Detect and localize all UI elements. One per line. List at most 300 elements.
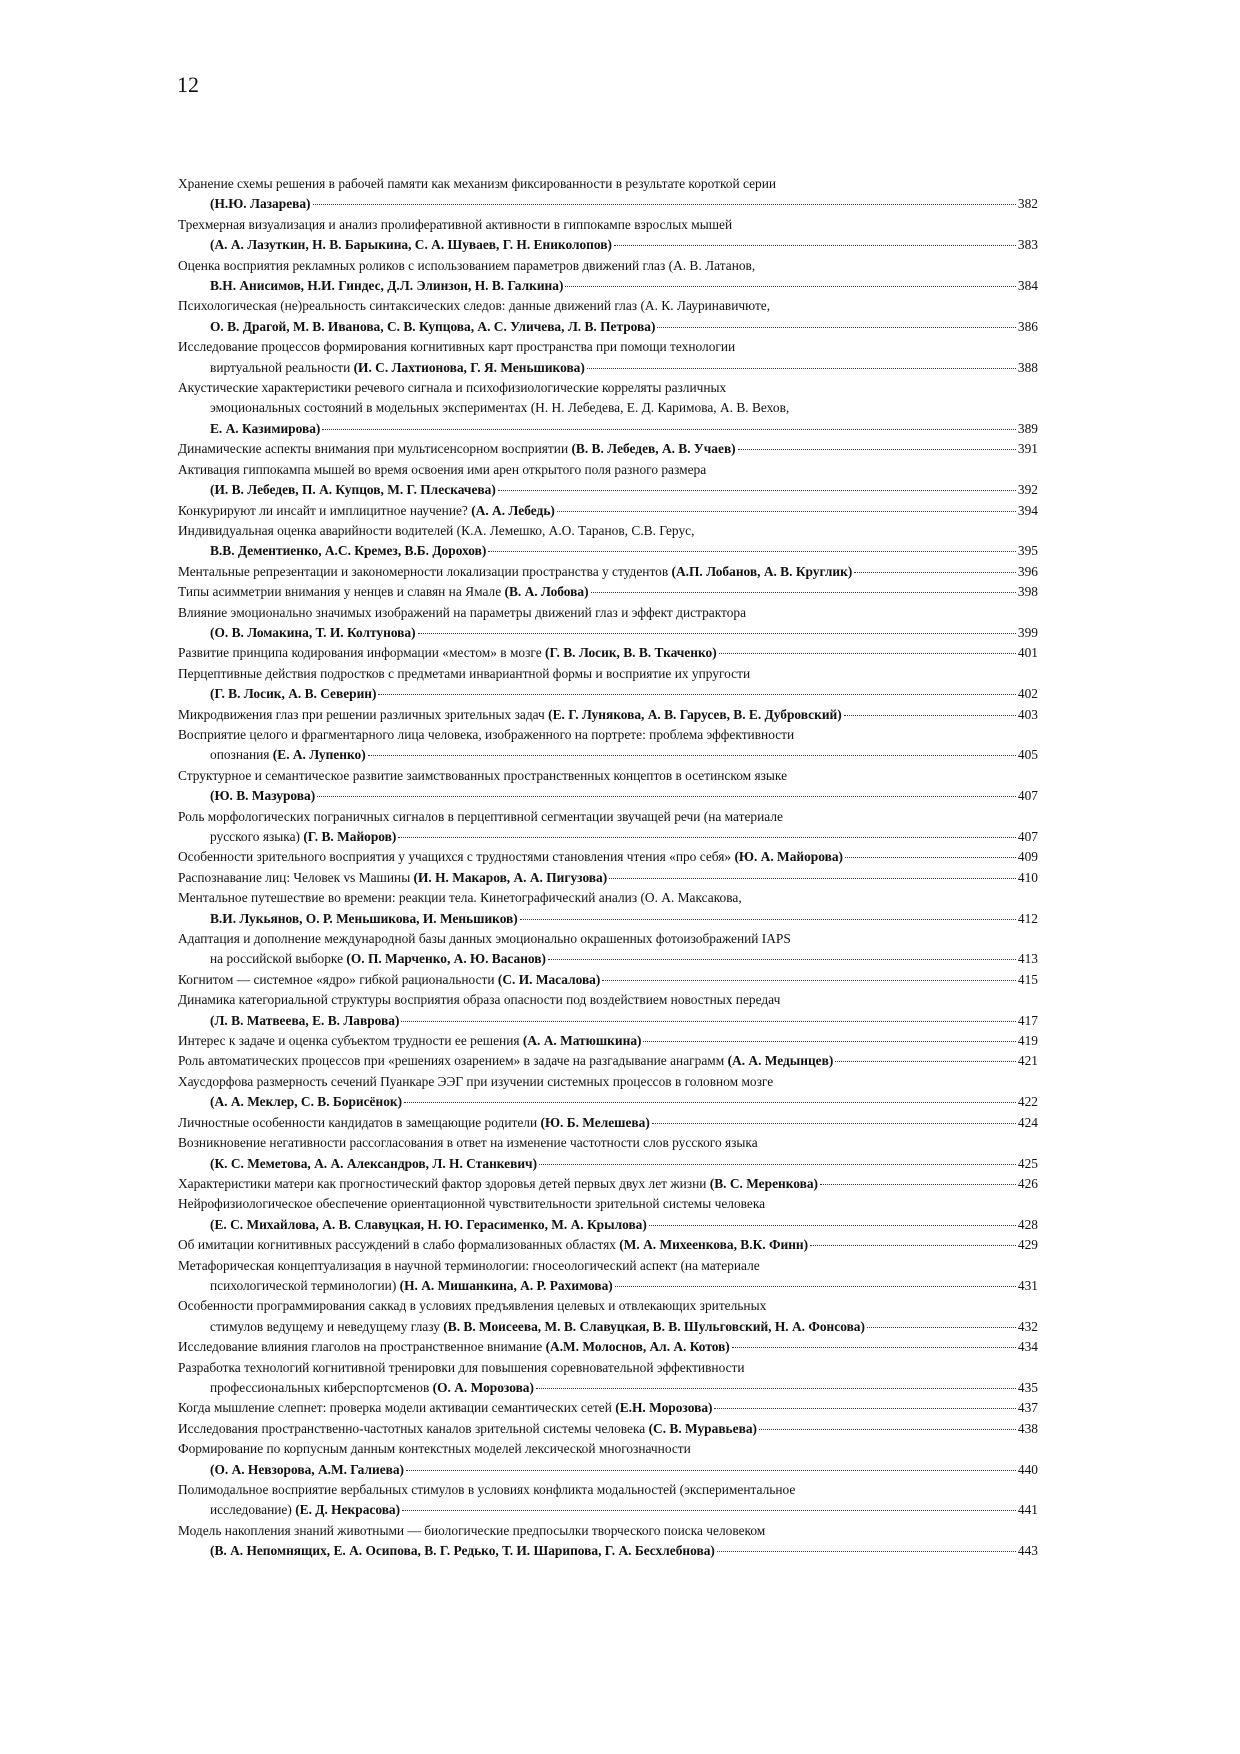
toc-entry (178, 1256, 1038, 1297)
toc-entry-authors: (Е. Д. Некрасова) (295, 1502, 401, 1518)
toc-entry-page: 383 (1017, 237, 1038, 253)
dot-leader (498, 490, 1016, 491)
toc-entry (178, 562, 1038, 582)
toc-entry-last-line (178, 501, 1038, 521)
dot-leader (845, 857, 1016, 858)
toc-entry-last-line (178, 1174, 1038, 1194)
toc-entry-text (210, 276, 563, 296)
toc-entry-last-line (178, 868, 1038, 888)
toc-entry (178, 1194, 1038, 1235)
toc-entry-last-line (178, 1235, 1038, 1255)
dot-leader (322, 429, 1016, 430)
toc-entry-title: Об имитации когнитивных рассуждений в слабо формализованных областях (178, 1237, 620, 1253)
toc-entry-last-line (178, 439, 1038, 459)
toc-entry-authors: (Е. Г. Лунякова, А. В. Гарусев, В. Е. Дубровский) (548, 706, 842, 722)
toc-entry-page: 441 (1017, 1502, 1038, 1518)
toc-entry (178, 725, 1038, 766)
toc-entry-title: Исследование влияния глаголов на пространственное внимание (178, 1339, 546, 1355)
toc-entry-last-line (178, 1011, 1038, 1031)
toc-entry-last-line (178, 541, 1038, 561)
dot-leader (488, 551, 1016, 552)
toc-entry-title: на российской выборке (210, 951, 347, 967)
toc-entry-authors: (В. В. Лебедев, А. В. Учаев) (571, 441, 736, 457)
toc-entry-text (210, 786, 315, 806)
toc-entry-page: 399 (1017, 624, 1038, 640)
toc-entry-authors: (Е.Н. Морозова) (615, 1400, 713, 1416)
toc-entry-page: 405 (1017, 747, 1038, 763)
toc-entry-last-line (178, 1398, 1038, 1418)
toc-entry-authors: В.В. Дементиенко, А.С. Кремез, В.Б. Дорохов) (210, 543, 487, 559)
toc-entry (178, 460, 1038, 501)
toc-entry (178, 1051, 1038, 1071)
toc-entry-page: 437 (1017, 1400, 1038, 1416)
toc-entry-text (210, 1460, 404, 1480)
dot-leader (398, 837, 1016, 838)
toc-entry (178, 970, 1038, 990)
dot-leader (402, 1510, 1016, 1511)
toc-entry-last-line (178, 1031, 1038, 1051)
toc-entry-page: 426 (1017, 1175, 1038, 1191)
toc-entry-text (210, 949, 546, 969)
toc-entry-text (210, 1541, 715, 1561)
toc-entry-page: 432 (1017, 1318, 1038, 1334)
toc-entry (178, 1419, 1038, 1439)
dot-leader (520, 919, 1016, 920)
dot-leader (614, 245, 1016, 246)
toc-entry-authors: (Ю. Б. Мелешева) (540, 1114, 650, 1130)
toc-entry-text (210, 235, 612, 255)
toc-entry-last-line (178, 1092, 1038, 1112)
toc-entry-text (178, 582, 589, 602)
toc-entry-page: 409 (1017, 849, 1038, 865)
toc-entry-title: Исследования пространственно-частотных каналов зрительной системы человека (178, 1420, 649, 1436)
toc-entry-text (178, 1337, 730, 1357)
toc-entry-title-line: Нейрофизиологическое обеспечение ориентационной чувствительности зрительной системы человека (178, 1196, 766, 1212)
toc-entry-last-line (178, 582, 1038, 602)
toc-entry-text (178, 439, 736, 459)
toc-entry-text (210, 317, 655, 337)
dot-leader (317, 796, 1016, 797)
toc-entry-last-line (178, 745, 1038, 765)
toc-entry-title-line: Формирование по корпусным данным контекстных моделей лексической многозначности (178, 1441, 691, 1457)
toc-entry-last-line (178, 970, 1038, 990)
toc-entry-page: 396 (1017, 563, 1038, 579)
toc-entry-page: 388 (1017, 359, 1038, 375)
toc-entry-text (178, 1398, 712, 1418)
toc-entry-title: Распознавание лиц: Человек vs Машины (178, 869, 414, 885)
toc-entry-last-line (178, 1051, 1038, 1071)
dot-leader (368, 755, 1016, 756)
toc-entry-page: 407 (1017, 788, 1038, 804)
dot-leader (401, 1021, 1015, 1022)
dot-leader (759, 1429, 1016, 1430)
toc-entry-authors: (Ю. В. Мазурова) (210, 788, 316, 804)
toc-entry-title-line: Модель накопления знаний животными — биологические предпосылки творческого поиска человеком (178, 1522, 766, 1538)
toc-entry-title-line: Структурное и семантическое развитие заимствованных пространственных концептов в осетинском языке (178, 767, 788, 783)
toc-entry-authors: (А.М. Молоснов, Ал. А. Котов) (545, 1339, 730, 1355)
dot-leader (643, 1041, 1015, 1042)
toc-entry-page: 415 (1017, 971, 1038, 987)
toc-entry-title-line: Хаусдорфова размерность сечений Пуанкаре ЭЭГ при изучении системных процессов в головном мозге (178, 1073, 774, 1089)
table-of-contents (178, 174, 1038, 1562)
toc-entry-text (210, 909, 518, 929)
dot-leader (404, 1102, 1016, 1103)
toc-entry-last-line (178, 1113, 1038, 1133)
toc-entry-authors: (Н. А. Мишанкина, А. Р. Рахимова) (399, 1277, 613, 1293)
dot-leader (313, 204, 1016, 205)
toc-entry-text (178, 1235, 808, 1255)
toc-entry-title: Роль автоматических процессов при «решениях озарением» в задаче на разгадывание анаграмм (178, 1053, 728, 1069)
dot-leader (732, 1347, 1016, 1348)
toc-entry-text (178, 847, 843, 867)
toc-entry-page: 382 (1017, 196, 1038, 212)
toc-entry-authors: (Г. В. Майоров) (303, 829, 397, 844)
toc-entry-page: 401 (1017, 645, 1038, 661)
dot-leader (591, 592, 1016, 593)
toc-entry-text (178, 501, 555, 521)
toc-entry-title-line: Восприятие целого и фрагментарного лица человека, изображенного на портрете: проблема эффективности (178, 726, 795, 742)
toc-entry (178, 1480, 1038, 1521)
toc-entry-last-line (178, 909, 1038, 929)
toc-entry-title-line: Акустические характеристики речевого сигнала и психофизиологические корреляты различных (178, 380, 727, 396)
toc-entry-last-line (178, 1276, 1038, 1296)
toc-entry-last-line (178, 1500, 1038, 1520)
toc-entry-page: 425 (1017, 1155, 1038, 1171)
toc-entry-text (210, 827, 396, 847)
toc-entry-page: 392 (1017, 482, 1038, 498)
toc-entry-last-line (178, 1317, 1038, 1337)
toc-entry (178, 1296, 1038, 1337)
toc-entry (178, 643, 1038, 663)
toc-entry-text (210, 1215, 647, 1235)
toc-entry-page: 431 (1017, 1277, 1038, 1293)
toc-entry-last-line (178, 949, 1038, 969)
toc-entry-authors: В.И. Лукьянов, О. Р. Меньшикова, И. Меньшиков) (210, 910, 518, 926)
toc-entry-text (210, 541, 486, 561)
toc-entry-authors: (М. А. Михеенкова, В.К. Финн) (619, 1237, 809, 1253)
toc-entry-page: 422 (1017, 1094, 1038, 1110)
dot-leader (844, 715, 1016, 716)
toc-entry-page: 429 (1017, 1237, 1038, 1253)
toc-entry-title: опознания (210, 747, 273, 763)
toc-entry-title-line: Индивидуальная оценка аварийности водителей (К.А. Лемешко, А.О. Таранов, С.В. Герус, (178, 522, 695, 538)
toc-entry (178, 1031, 1038, 1051)
dot-leader (615, 1286, 1016, 1287)
toc-entry-text (210, 684, 376, 704)
toc-entry (178, 868, 1038, 888)
toc-entry (178, 705, 1038, 725)
toc-entry (178, 1521, 1038, 1562)
toc-entry (178, 582, 1038, 602)
toc-entry-text (178, 1113, 650, 1133)
dot-leader (820, 1184, 1016, 1185)
toc-entry (178, 990, 1038, 1031)
toc-entry-authors: В.Н. Анисимов, Н.И. Гиндес, Д.Л. Элинзон, Н. В. Галкина) (210, 278, 564, 294)
toc-entry-text (210, 194, 311, 214)
toc-entry-title: Характеристики матери как прогностический фактор здоровья детей первых двух лет жизни (178, 1175, 710, 1191)
toc-entry (178, 766, 1038, 807)
toc-entry (178, 378, 1038, 439)
toc-entry-last-line (178, 1154, 1038, 1174)
toc-entry (178, 603, 1038, 644)
toc-entry-page: 395 (1017, 543, 1038, 559)
dot-leader (717, 1551, 1016, 1552)
dot-leader (714, 1408, 1015, 1409)
toc-entry-title-line: эмоциональных состояний в модельных экспериментах (Н. Н. Лебедева, Е. Д. Каримова, А. В. Вехов, (210, 400, 790, 416)
toc-entry-page: 438 (1017, 1420, 1038, 1436)
toc-entry-page: 440 (1017, 1461, 1038, 1477)
toc-entry-last-line (178, 705, 1038, 725)
toc-entry-text (210, 1092, 402, 1112)
toc-entry-page: 386 (1017, 318, 1038, 334)
toc-entry-authors: (Г. В. Лосик, В. В. Ткаченко) (545, 645, 717, 661)
toc-entry-last-line (178, 827, 1038, 847)
toc-entry-title-line: Влияние эмоционально значимых изображений на параметры движений глаз и эффект дистрактора (178, 604, 747, 620)
toc-entry-last-line (178, 643, 1038, 663)
dot-leader (565, 286, 1015, 287)
dot-leader (557, 511, 1016, 512)
toc-entry-last-line (178, 276, 1038, 296)
dot-leader (657, 327, 1015, 328)
toc-entry-page: 417 (1017, 1012, 1038, 1028)
toc-entry-title-line: Адаптация и дополнение международной базы данных эмоционально окрашенных фотоизображений IAPS (178, 931, 791, 947)
toc-entry-last-line (178, 1337, 1038, 1357)
toc-entry-authors: О. В. Драгой, М. В. Иванова, С. В. Купцова, А. С. Уличева, Л. В. Петрова) (210, 318, 656, 334)
toc-entry (178, 1337, 1038, 1357)
toc-entry-title-line: Полимодальное восприятие вербальных стимулов в условиях конфликта модальностей (экспериментальное (178, 1482, 796, 1497)
toc-entry-text (210, 1317, 865, 1337)
toc-entry-page: 419 (1017, 1033, 1038, 1049)
toc-entry-title: Ментальные репрезентации и закономерности локализации пространства у студентов (178, 563, 672, 579)
toc-entry-authors: (А. А. Медынцев) (727, 1053, 834, 1069)
toc-entry-authors: (Л. В. Матвеева, Е. В. Лаврова) (210, 1012, 400, 1028)
toc-entry-last-line (178, 1541, 1038, 1561)
toc-entry-authors: (А. А. Меклер, С. В. Борисёнок) (210, 1094, 403, 1110)
dot-leader (649, 1225, 1016, 1226)
toc-entry-title-line: Ментальное путешествие во времени: реакции тела. Кинетографический анализ (О. А. Максакова, (178, 890, 742, 906)
dot-leader (652, 1123, 1016, 1124)
toc-entry-authors: (Н.Ю. Лазарева) (210, 196, 311, 212)
toc-entry-page: 434 (1017, 1339, 1038, 1355)
toc-entry-last-line (178, 847, 1038, 867)
toc-entry-authors: (К. С. Меметова, А. А. Александров, Л. Н. Станкевич) (210, 1155, 538, 1171)
toc-entry-last-line (178, 623, 1038, 643)
toc-entry-text (210, 1011, 399, 1031)
toc-entry-page: 428 (1017, 1216, 1038, 1232)
toc-entry-title: Конкурируют ли инсайт и имплицитное научение? (178, 502, 472, 518)
toc-entry-text (178, 1174, 818, 1194)
dot-leader (587, 368, 1016, 369)
toc-entry-text (210, 623, 416, 643)
toc-entry-text (178, 562, 852, 582)
toc-entry-text (178, 705, 842, 725)
toc-entry-title: русского языка) (210, 829, 304, 844)
toc-entry-title: Микродвижения глаз при решении различных зрительных задач (178, 706, 549, 722)
toc-entry-page: 407 (1017, 829, 1038, 844)
toc-entry-text (178, 1051, 833, 1071)
toc-entry-page: 391 (1017, 441, 1038, 457)
toc-entry-title: психологической терминологии) (210, 1277, 400, 1293)
dot-leader (548, 959, 1016, 960)
toc-entry-last-line (178, 786, 1038, 806)
toc-entry-authors: (А. А. Лебедь) (471, 502, 555, 518)
toc-entry-authors: (Е. С. Михайлова, А. В. Славуцкая, Н. Ю. Герасименко, М. А. Крылова) (210, 1216, 647, 1232)
toc-entry-page: 410 (1017, 869, 1038, 885)
dot-leader (418, 633, 1016, 634)
toc-entry-title-line: Перцептивные действия подростков с предметами инвариантной формы и восприятие их упругости (178, 665, 751, 681)
toc-entry-last-line (178, 480, 1038, 500)
toc-entry-title: Когнитом — системное «ядро» гибкой рациональности (178, 971, 498, 987)
toc-entry-authors: (А. А. Лазуткин, Н. В. Барыкина, С. А. Шуваев, Г. Н. Ениколопов) (210, 237, 612, 253)
dot-leader (835, 1061, 1016, 1062)
toc-entry-text (210, 1276, 613, 1296)
dot-leader (602, 980, 1016, 981)
toc-entry-last-line (178, 1460, 1038, 1480)
toc-entry (178, 521, 1038, 562)
toc-entry (178, 1358, 1038, 1399)
toc-entry-authors: (В. С. Меренкова) (709, 1175, 819, 1191)
toc-entry-page: 435 (1017, 1379, 1038, 1395)
toc-entry-authors: (Е. А. Лупенко) (272, 747, 366, 763)
toc-entry (178, 807, 1038, 848)
toc-entry-page: 389 (1017, 420, 1038, 436)
toc-entry-text (178, 1031, 641, 1051)
toc-entry-authors: (И. Н. Макаров, А. А. Пигузова) (413, 869, 608, 885)
toc-entry-authors: (А. А. Матюшкина) (522, 1033, 642, 1049)
toc-entry-text (210, 1500, 400, 1520)
dot-leader (867, 1327, 1016, 1328)
toc-entry-title: Когда мышление слепнет: проверка модели активации семантических сетей (178, 1400, 616, 1416)
toc-entry (178, 1439, 1038, 1480)
toc-entry-authors: (В. А. Лобова) (504, 584, 589, 600)
toc-entry-title: стимулов ведущему и неведущему глазу (210, 1318, 444, 1334)
toc-entry (178, 1235, 1038, 1255)
toc-entry-page: 424 (1017, 1114, 1038, 1130)
toc-entry-title-line: Разработка технологий когнитивной тренировки для повышения соревновательной эффективности (178, 1359, 745, 1375)
toc-entry-last-line (178, 235, 1038, 255)
toc-entry-page: 402 (1017, 686, 1038, 702)
toc-entry-title-line: Особенности программирования саккад в условиях предъявления целевых и отвлекающих зрительных (178, 1298, 767, 1314)
toc-entry-text (210, 1154, 537, 1174)
toc-entry-authors: (В. В. Моисеева, М. В. Славуцкая, В. В. Шульговский, Н. А. Фонсова) (443, 1318, 865, 1334)
toc-entry (178, 1113, 1038, 1133)
toc-entry-authors: (С. И. Масалова) (497, 971, 601, 987)
toc-entry-title: виртуальной реальности (210, 359, 354, 375)
toc-entry-last-line (178, 1378, 1038, 1398)
toc-entry-last-line (178, 194, 1038, 214)
toc-entry-title-line: Хранение схемы решения в рабочей памяти как механизм фиксированности в результате короткой серии (178, 176, 777, 191)
toc-entry-page: 403 (1017, 706, 1038, 722)
toc-entry-title-line: Психологическая (не)реальность синтаксических следов: данные движений глаз (А. К. Лауринавичюте, (178, 298, 771, 314)
toc-entry-title: исследование) (210, 1502, 296, 1518)
dot-leader (738, 449, 1016, 450)
toc-entry (178, 215, 1038, 256)
toc-entry-title-line: Оценка восприятия рекламных роликов с использованием параметров движений глаз (А. В. Латанов, (178, 257, 756, 273)
toc-entry (178, 1174, 1038, 1194)
toc-entry-text (210, 358, 585, 378)
toc-entry-last-line (178, 1215, 1038, 1235)
toc-entry-title-line: Динамика категориальной структуры восприятия образа опасности под воздействием новостных передач (178, 992, 781, 1008)
dot-leader (854, 572, 1016, 573)
toc-entry (178, 1133, 1038, 1174)
toc-entry-title: Личностные особенности кандидатов в замещающие родители (178, 1114, 541, 1130)
toc-entry-text (178, 1419, 757, 1439)
toc-entry-authors: (А.П. Лобанов, А. В. Круглик) (671, 563, 853, 579)
toc-entry-authors: (О. А. Невзорова, А.М. Галиева) (210, 1461, 405, 1477)
toc-entry (178, 174, 1038, 215)
toc-entry-last-line (178, 317, 1038, 337)
toc-entry-text (178, 868, 607, 888)
toc-entry-authors: (О. П. Марченко, А. Ю. Васанов) (346, 951, 546, 967)
toc-entry-title-line: Возникновение негативности рассогласования в ответ на изменение частотности слов русского языка (178, 1135, 758, 1151)
toc-entry (178, 929, 1038, 970)
toc-entry-text (210, 480, 496, 500)
toc-entry-page: 384 (1017, 278, 1038, 294)
toc-entry-authors: (О. А. Морозова) (432, 1379, 534, 1395)
toc-entry-title-line: Роль морфологических пограничных сигналов в перцептивной сегментации звучащей речи (на материале (178, 808, 783, 824)
toc-entry-title: Особенности зрительного восприятия у учащихся с трудностями становления чтения «про себя» (178, 849, 735, 865)
toc-entry-page: 394 (1017, 502, 1038, 518)
toc-entry-last-line (178, 1419, 1038, 1439)
toc-entry-title: Интерес к задаче и оценка субъектом трудности ее решения (178, 1033, 523, 1049)
toc-entry-title-line: Трехмерная визуализация и анализ пролиферативной активности в гиппокампе взрослых мышей (178, 216, 733, 232)
dot-leader (378, 694, 1015, 695)
toc-entry-last-line (178, 562, 1038, 582)
toc-entry-last-line (178, 684, 1038, 704)
page-number: 12 (177, 72, 199, 97)
toc-entry (178, 501, 1038, 521)
toc-entry-page: 443 (1017, 1543, 1038, 1559)
dot-leader (536, 1388, 1016, 1389)
toc-entry-last-line (178, 358, 1038, 378)
toc-entry-page: 413 (1017, 951, 1038, 967)
toc-entry (178, 888, 1038, 929)
toc-entry-text (178, 970, 600, 990)
dot-leader (406, 1470, 1016, 1471)
toc-entry-authors: (О. В. Ломакина, Т. И. Колтунова) (210, 624, 416, 640)
dot-leader (539, 1164, 1016, 1165)
toc-entry-text (178, 643, 717, 663)
toc-entry-authors: (И. С. Лахтионова, Г. Я. Меньшикова) (353, 359, 585, 375)
toc-entry-authors: (С. В. Муравьева) (648, 1420, 757, 1436)
toc-entry-title-line: Метафорическая концептуализация в научной терминологии: гносеологический аспект (на материале (178, 1257, 760, 1273)
toc-entry-title-line: Исследование процессов формирования когнитивных карт пространства при помощи технологии (178, 339, 736, 355)
toc-entry (178, 439, 1038, 459)
toc-entry-page: 398 (1017, 584, 1038, 600)
toc-entry (178, 296, 1038, 337)
toc-entry-title: Развитие принципа кодирования информации «местом» в мозге (178, 645, 546, 661)
toc-entry-authors: (И. В. Лебедев, П. А. Купцов, М. Г. Плескачева) (210, 482, 496, 498)
dot-leader (810, 1245, 1016, 1246)
toc-entry (178, 1072, 1038, 1113)
toc-entry-authors: (В. А. Непомнящих, Е. А. Осипова, В. Г. Редько, Т. И. Шарипова, Г. А. Бесхлебнова) (210, 1543, 715, 1559)
toc-entry-title-line: Активация гиппокампа мышей во время освоения ими арен открытого поля разного размера (178, 461, 707, 477)
toc-entry-page: 421 (1017, 1053, 1038, 1069)
toc-entry-title: профессиональных киберспортсменов (210, 1379, 433, 1395)
toc-entry (178, 1398, 1038, 1418)
toc-entry-title: Динамические аспекты внимания при мультисенсорном восприятии (178, 441, 572, 457)
toc-entry-text (210, 745, 366, 765)
toc-entry (178, 847, 1038, 867)
toc-entry (178, 337, 1038, 378)
toc-entry (178, 664, 1038, 705)
toc-entry-authors: (Г. В. Лосик, А. В. Северин) (210, 686, 377, 702)
dot-leader (609, 878, 1016, 879)
toc-entry-authors: Е. А. Казимирова) (210, 420, 321, 436)
toc-entry-text (210, 419, 320, 439)
toc-entry (178, 256, 1038, 297)
dot-leader (719, 653, 1016, 654)
